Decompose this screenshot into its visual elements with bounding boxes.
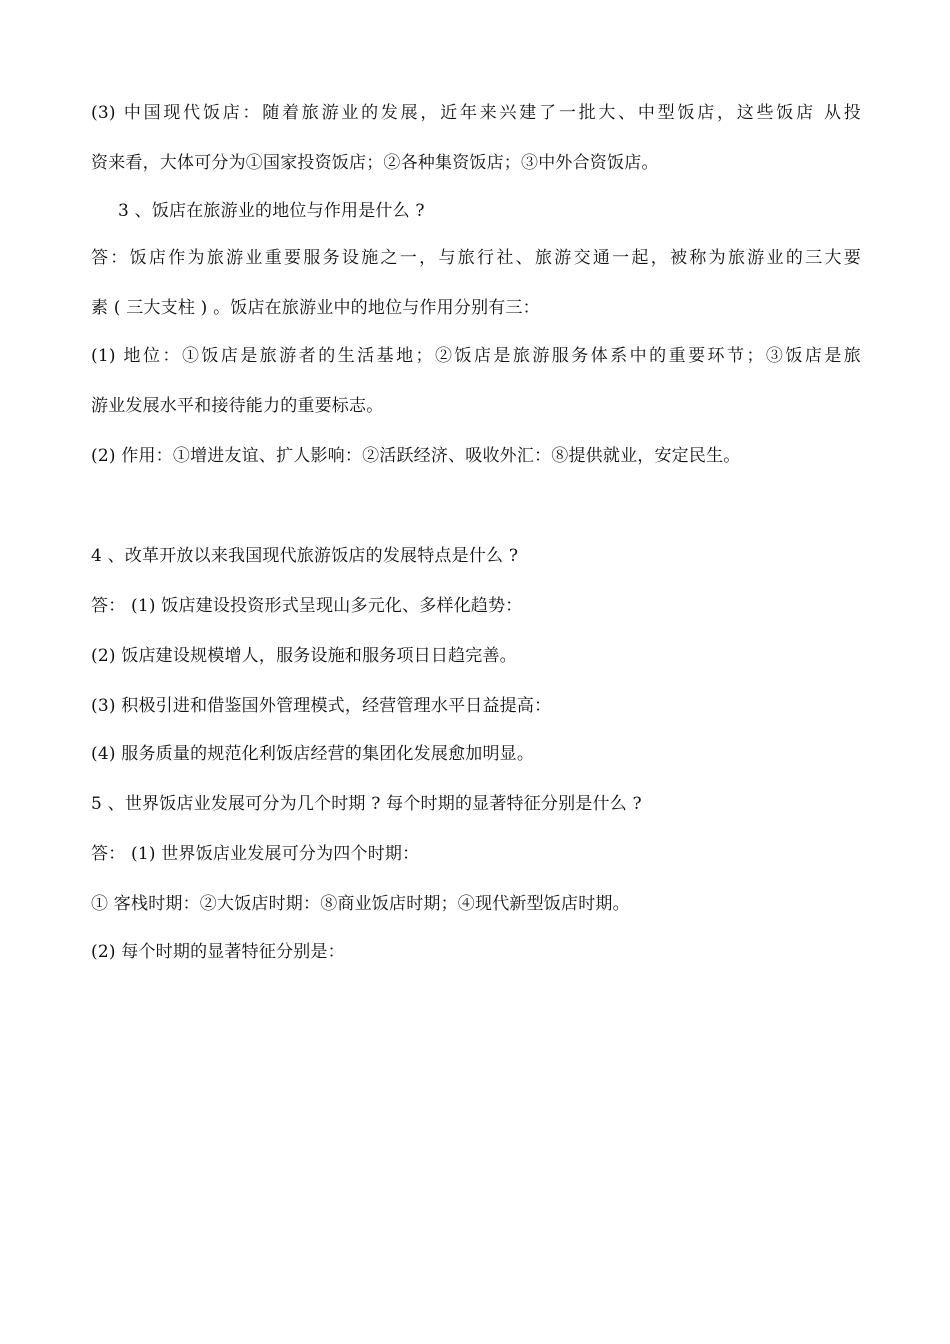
- question-heading: 3 、饭店在旅游业的地位与作用是什么 ?: [118, 201, 425, 221]
- paragraph-line: (2) 作用：①增进友谊、扩人影响：②活跃经济、吸收外汇：⑧提供就业，安定民生。: [91, 446, 741, 466]
- paragraph-line: (1) 地位：①饭店是旅游者的生活基地；②饭店是旅游服务体系中的重要环节；③饭店是旅: [91, 346, 861, 366]
- question-heading: 5 、世界饭店业发展可分为几个时期 ? 每个时期的显著特征分别是什么 ?: [91, 794, 642, 814]
- paragraph-line: ① 客栈时期：②大饭店时期：⑧商业饭店时期；④现代新型饭店时期。: [91, 894, 630, 914]
- paragraph-line: (3) 积极引进和借鉴国外管理模式，经营管理水平日益提高：: [91, 696, 552, 716]
- answer-line: 答： (1) 世界饭店业发展可分为四个时期：: [91, 844, 420, 864]
- paragraph-line: (3) 中国现代饭店：随着旅游业的发展，近年来兴建了一批大、中型饭店，这些饭店 从投: [91, 103, 861, 123]
- answer-line: 答：饭店作为旅游业重要服务设施之一，与旅行社、旅游交通一起，被称为旅游业的三大要: [91, 248, 861, 268]
- paragraph-line: 资来看，大体可分为①国家投资饭店；②各种集资饭店；③中外合资饭店。: [91, 153, 659, 173]
- question-heading: 4 、改革开放以来我国现代旅游饭店的发展特点是什么 ?: [91, 546, 519, 566]
- paragraph-line: (2) 每个时期的显著特征分别是：: [91, 942, 345, 962]
- paragraph-line: (4) 服务质量的规范化利饭店经营的集团化发展愈加明显。: [91, 744, 535, 764]
- answer-line: 答： (1) 饭店建设投资形式呈现山多元化、多样化趋势：: [91, 596, 523, 616]
- paragraph-line: 素 ( 三大支柱 ) 。饭店在旅游业中的地位与作用分别有三：: [91, 298, 540, 318]
- paragraph-line: (2) 饭店建设规模增人，服务设施和服务项日日趋完善。: [91, 646, 517, 666]
- paragraph-line: 游业发展水平和接待能力的重要标志。: [91, 396, 384, 416]
